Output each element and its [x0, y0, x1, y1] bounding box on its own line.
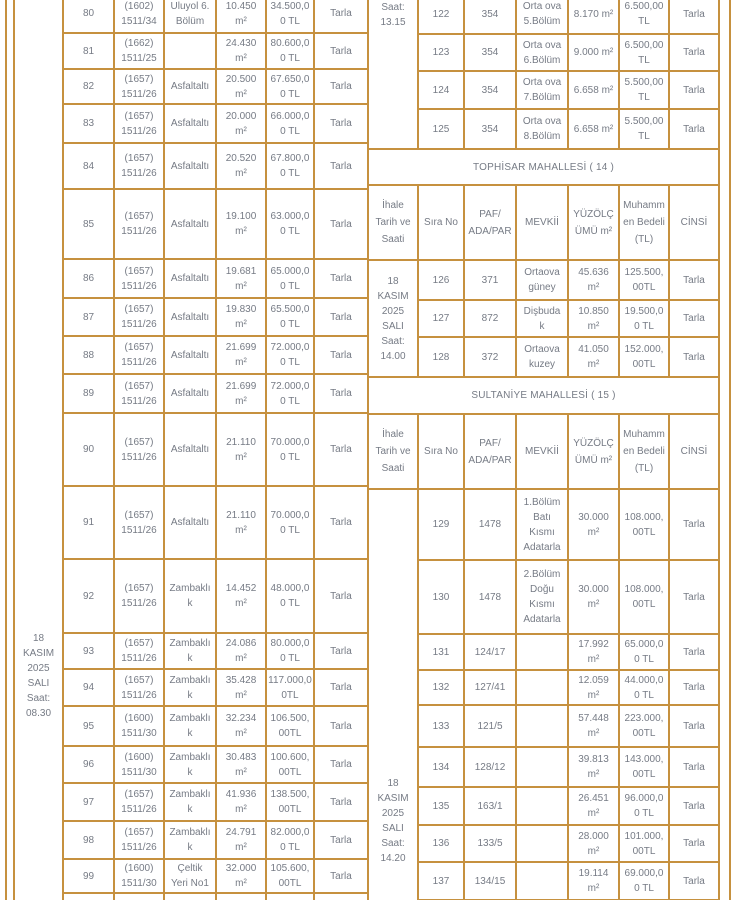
mevkii-cell: Dişbudak: [516, 300, 568, 337]
sira-no-cell: 86: [63, 259, 114, 298]
area-cell: 24.430 m²: [216, 33, 266, 69]
table-row: [368, 747, 719, 787]
price-cell: 143.000,00TL: [619, 747, 669, 787]
header-muhammen-bedeli: Muhammen Bedeli (TL): [619, 185, 669, 260]
ada-parsel-cell: (1662) 1511/25: [114, 33, 164, 69]
area-cell: 6.658 m²: [568, 109, 619, 149]
sira-no-cell: 95: [63, 706, 114, 746]
table-row: [14, 859, 368, 893]
area-cell: 19.681 m²: [216, 259, 266, 298]
mevkii-cell: Orta ova 5.Bölüm: [516, 0, 568, 34]
table-row: [368, 377, 719, 414]
header-yuzolcumu: YÜZÖLÇÜMÜ m²: [568, 185, 619, 260]
ihale-date-cell: [14, 0, 63, 900]
area-cell: 26.451 m²: [568, 787, 619, 825]
mevkii-cell: Asfaltaltı: [164, 189, 216, 259]
ada-parsel-cell: 872: [464, 300, 516, 337]
sira-no-cell: 133: [418, 705, 464, 747]
ihale-date-text: 18 KASIM 2025 SALI Saat: 14.20: [377, 778, 409, 864]
sira-no-cell: 125: [418, 109, 464, 149]
price-cell: 67.650,00 TL: [266, 69, 314, 104]
sira-no-cell: 87: [63, 298, 114, 336]
area-cell: 14.452 m²: [216, 559, 266, 633]
mevkii-cell: [516, 825, 568, 862]
table-row: [14, 413, 368, 486]
ada-parsel-cell: 1478: [464, 560, 516, 634]
mevkii-cell: Zambaklık: [164, 633, 216, 669]
cins-cell: Tarla: [314, 413, 368, 486]
sira-no-cell: 132: [418, 670, 464, 705]
area-cell: 8.170 m²: [568, 0, 619, 34]
ada-parsel-cell: 128/12: [464, 747, 516, 787]
header-ihale-tarih: İhale Tarih ve Saati: [368, 414, 418, 489]
sira-no-cell: 99: [63, 859, 114, 893]
mevkii-cell: 1.Bölüm Batı Kısmı Adatarla: [516, 489, 568, 560]
table-row: [368, 185, 719, 260]
ada-parsel-cell: (1657) 1511/26: [114, 486, 164, 559]
ada-parsel-cell: (1657) 1511/26: [114, 669, 164, 706]
price-cell: 67.800,00 TL: [266, 143, 314, 189]
header-yuzolcumu: YÜZÖLÇÜMÜ m²: [568, 414, 619, 489]
price-cell: 138.500,00TL: [266, 783, 314, 821]
cins-cell: Tarla: [669, 705, 719, 747]
sira-no-cell: 94: [63, 669, 114, 706]
ihale-date-cell: 18 KASIM 2025 SALI Saat: 14.00: [368, 260, 418, 377]
mevkii-cell: [164, 33, 216, 69]
sira-no-cell: 137: [418, 862, 464, 900]
mevkii-cell: Zambaklık: [164, 746, 216, 783]
price-cell: 70.000,00 TL: [266, 486, 314, 559]
mevkii-cell: Asfaltaltı: [164, 104, 216, 143]
area-cell: 57.448 m²: [568, 705, 619, 747]
header-mevkii: MEVKİİ: [516, 185, 568, 260]
header-sira-no: Sıra No: [418, 414, 464, 489]
ihale-date-text: 18 KASIM 2025 SALI Saat: 08.30: [22, 633, 55, 719]
cins-cell: Tarla: [314, 859, 368, 893]
mevkii-cell: Asfaltaltı: [164, 143, 216, 189]
area-cell: 19.830 m²: [216, 298, 266, 336]
sira-no-cell: 92: [63, 559, 114, 633]
header-muhammen-bedeli: Muhammen Bedeli (TL): [619, 414, 669, 489]
cins-cell: Tarla: [314, 486, 368, 559]
area-cell: 12.059 m²: [568, 670, 619, 705]
cins-cell: Tarla: [314, 143, 368, 189]
sira-no-cell: 97: [63, 783, 114, 821]
mevkii-cell: Zambaklık: [164, 669, 216, 706]
cins-cell: Tarla: [669, 489, 719, 560]
cins-cell: Tarla: [314, 104, 368, 143]
sira-no-cell: 84: [63, 143, 114, 189]
table-row: [368, 109, 719, 149]
ada-parsel-cell: 124/17: [464, 634, 516, 670]
table-row: [368, 862, 719, 900]
area-cell: 41.050 m²: [568, 337, 619, 377]
ada-parsel-cell: 133/5: [464, 825, 516, 862]
sira-no-cell: 80: [63, 0, 114, 33]
price-cell: 5.500,00 TL: [619, 109, 669, 149]
cins-cell: Tarla: [314, 33, 368, 69]
header-cinsi: CİNSİ: [669, 185, 719, 260]
price-cell: 117.000,00TL: [266, 669, 314, 706]
header-cinsi: CİNSİ: [669, 414, 719, 489]
cins-cell: Tarla: [669, 787, 719, 825]
ada-parsel-cell: 121/5: [464, 705, 516, 747]
cins-cell: Tarla: [314, 374, 368, 413]
price-cell: 108.000,00TL: [619, 560, 669, 634]
table-cell-cut: [216, 893, 266, 900]
ada-parsel-cell: (1657) 1511/26: [114, 143, 164, 189]
ada-parsel-cell: 127/41: [464, 670, 516, 705]
sira-no-cell: 135: [418, 787, 464, 825]
page-margin-line-right: [729, 0, 731, 900]
sira-no-cell: 127: [418, 300, 464, 337]
price-cell: 80.600,00 TL: [266, 33, 314, 69]
ada-parsel-cell: (1657) 1511/26: [114, 69, 164, 104]
price-cell: 101.000,00TL: [619, 825, 669, 862]
price-cell: 70.000,00 TL: [266, 413, 314, 486]
ada-parsel-cell: 354: [464, 34, 516, 71]
sira-no-cell: 91: [63, 486, 114, 559]
mevkii-cell: Asfaltaltı: [164, 298, 216, 336]
cins-cell: Tarla: [669, 634, 719, 670]
table-row: [14, 559, 368, 633]
cins-cell: Tarla: [669, 862, 719, 900]
table-row: [368, 337, 719, 377]
price-cell: 72.000,00 TL: [266, 374, 314, 413]
price-cell: 48.000,00 TL: [266, 559, 314, 633]
area-cell: 35.428 m²: [216, 669, 266, 706]
table-cell-cut: [63, 893, 114, 900]
cins-cell: Tarla: [314, 259, 368, 298]
mevkii-cell: 2.Bölüm Doğu Kısmı Adatarla: [516, 560, 568, 634]
sira-no-cell: 131: [418, 634, 464, 670]
area-cell: 24.086 m²: [216, 633, 266, 669]
table-row: [14, 633, 368, 669]
sira-no-cell: 136: [418, 825, 464, 862]
mevkii-cell: [516, 705, 568, 747]
cins-cell: Tarla: [314, 298, 368, 336]
ada-parsel-cell: (1600) 1511/30: [114, 746, 164, 783]
price-cell: 44.000,00 TL: [619, 670, 669, 705]
cins-cell: Tarla: [669, 670, 719, 705]
ada-parsel-cell: (1657) 1511/26: [114, 821, 164, 859]
ada-parsel-cell: (1657) 1511/26: [114, 374, 164, 413]
price-cell: 6.500,00 TL: [619, 0, 669, 34]
table-row: [368, 300, 719, 337]
mevkii-cell: Asfaltaltı: [164, 413, 216, 486]
ada-parsel-cell: (1657) 1511/26: [114, 559, 164, 633]
area-cell: 19.100 m²: [216, 189, 266, 259]
cins-cell: Tarla: [669, 34, 719, 71]
table-row: [368, 560, 719, 634]
area-cell: 45.636 m²: [568, 260, 619, 300]
price-cell: 65.000,00 TL: [266, 259, 314, 298]
mevkii-cell: Zambaklık: [164, 706, 216, 746]
mevkii-cell: [516, 670, 568, 705]
table-row: [14, 298, 368, 336]
ada-parsel-cell: (1600) 1511/30: [114, 859, 164, 893]
ada-parsel-cell: (1657) 1511/26: [114, 413, 164, 486]
mevkii-cell: Zambaklık: [164, 559, 216, 633]
table-row: [368, 670, 719, 705]
sira-no-cell: 98: [63, 821, 114, 859]
area-cell: 30.483 m²: [216, 746, 266, 783]
table-row: [14, 486, 368, 559]
mevkii-cell: [516, 747, 568, 787]
cins-cell: Tarla: [314, 633, 368, 669]
table-row: [368, 787, 719, 825]
table-cell-cut: [114, 893, 164, 900]
sira-no-cell: 128: [418, 337, 464, 377]
ada-parsel-cell: (1657) 1511/26: [114, 336, 164, 374]
table-row: [368, 34, 719, 71]
table-row: [14, 143, 368, 189]
sira-no-cell: 96: [63, 746, 114, 783]
sira-no-cell: 123: [418, 34, 464, 71]
ada-parsel-cell: 372: [464, 337, 516, 377]
sira-no-cell: 90: [63, 413, 114, 486]
table-row: [368, 71, 719, 109]
mevkii-cell: Zambaklık: [164, 783, 216, 821]
sira-no-cell: 130: [418, 560, 464, 634]
area-cell: 20.000 m²: [216, 104, 266, 143]
sira-no-cell: 122: [418, 0, 464, 34]
sira-no-cell: 85: [63, 189, 114, 259]
mevkii-cell: Uluyol 6. Bölüm: [164, 0, 216, 33]
cins-cell: Tarla: [314, 336, 368, 374]
mevkii-cell: Orta ova 7.Bölüm: [516, 71, 568, 109]
table-row: [14, 69, 368, 104]
cins-cell: Tarla: [669, 300, 719, 337]
area-cell: 6.658 m²: [568, 71, 619, 109]
table-row: [368, 825, 719, 862]
area-cell: 30.000 m²: [568, 560, 619, 634]
sira-no-cell: 82: [63, 69, 114, 104]
cins-cell: Tarla: [669, 71, 719, 109]
ada-parsel-cell: (1657) 1511/26: [114, 104, 164, 143]
table-row: [368, 149, 719, 185]
area-cell: 19.114 m²: [568, 862, 619, 900]
mevkii-cell: Çeltik Yeri No1: [164, 859, 216, 893]
table-row: [14, 821, 368, 859]
table-row: [368, 634, 719, 670]
section-title: SULTANİYE MAHALLESİ ( 15 ): [368, 377, 719, 414]
sira-no-cell: 93: [63, 633, 114, 669]
cins-cell: Tarla: [669, 747, 719, 787]
cins-cell: Tarla: [314, 69, 368, 104]
header-paf-ada-par: PAF/ ADA/PAR: [464, 414, 516, 489]
cins-cell: Tarla: [669, 109, 719, 149]
price-cell: 65.000,00 TL: [619, 634, 669, 670]
table-row: [368, 260, 719, 300]
page-margin-line-left: [5, 0, 7, 900]
mevkii-cell: Orta ova 6.Bölüm: [516, 34, 568, 71]
cins-cell: Tarla: [314, 783, 368, 821]
table-row: [14, 0, 368, 33]
price-cell: 6.500,00 TL: [619, 34, 669, 71]
price-cell: 69.000,00 TL: [619, 862, 669, 900]
area-cell: 9.000 m²: [568, 34, 619, 71]
cins-cell: Tarla: [669, 0, 719, 34]
area-cell: 17.992 m²: [568, 634, 619, 670]
table-cell-cut: [314, 893, 368, 900]
header-paf-ada-par: PAF/ ADA/PAR: [464, 185, 516, 260]
cins-cell: Tarla: [314, 189, 368, 259]
mevkii-cell: [516, 862, 568, 900]
mevkii-cell: Asfaltaltı: [164, 69, 216, 104]
area-cell: 10.850 m²: [568, 300, 619, 337]
mevkii-cell: [516, 787, 568, 825]
sira-no-cell: 126: [418, 260, 464, 300]
auction-table-right: [367, 0, 720, 900]
price-cell: 63.000,00 TL: [266, 189, 314, 259]
table-row: [14, 336, 368, 374]
area-cell: 32.000 m²: [216, 859, 266, 893]
cins-cell: Tarla: [314, 0, 368, 33]
price-cell: 66.000,00 TL: [266, 104, 314, 143]
price-cell: 100.600,00TL: [266, 746, 314, 783]
table-row: [14, 706, 368, 746]
price-cell: 125.500,00TL: [619, 260, 669, 300]
table-row: [368, 0, 719, 34]
price-cell: 80.000,00 TL: [266, 633, 314, 669]
cins-cell: Tarla: [669, 560, 719, 634]
ada-parsel-cell: 1478: [464, 489, 516, 560]
area-cell: 41.936 m²: [216, 783, 266, 821]
cins-cell: Tarla: [669, 337, 719, 377]
mevkii-cell: Orta ova 8.Bölüm: [516, 109, 568, 149]
mevkii-cell: Ortaova güney: [516, 260, 568, 300]
price-cell: 19.500,00 TL: [619, 300, 669, 337]
ihale-date-cell: Saat: 13.15: [368, 0, 418, 149]
cins-cell: Tarla: [314, 669, 368, 706]
area-cell: 28.000 m²: [568, 825, 619, 862]
price-cell: 5.500,00 TL: [619, 71, 669, 109]
mevkii-cell: Asfaltaltı: [164, 486, 216, 559]
table-row: [14, 746, 368, 783]
ada-parsel-cell: 371: [464, 260, 516, 300]
price-cell: 105.600,00TL: [266, 859, 314, 893]
ada-parsel-cell: 354: [464, 0, 516, 34]
price-cell: 108.000,00TL: [619, 489, 669, 560]
area-cell: 24.791 m²: [216, 821, 266, 859]
auction-table-left: [13, 0, 369, 900]
price-cell: 82.000,00 TL: [266, 821, 314, 859]
ada-parsel-cell: (1657) 1511/26: [114, 298, 164, 336]
sira-no-cell: 81: [63, 33, 114, 69]
sira-no-cell: 89: [63, 374, 114, 413]
price-cell: 96.000,00 TL: [619, 787, 669, 825]
area-cell: 20.500 m²: [216, 69, 266, 104]
table-row: [368, 705, 719, 747]
mevkii-cell: Zambaklık: [164, 821, 216, 859]
cins-cell: Tarla: [669, 260, 719, 300]
header-sira-no: Sıra No: [418, 185, 464, 260]
area-cell: 21.110 m²: [216, 413, 266, 486]
table-row: [14, 189, 368, 259]
cins-cell: Tarla: [314, 746, 368, 783]
price-cell: 152.000,00TL: [619, 337, 669, 377]
table-row: [368, 414, 719, 489]
ada-parsel-cell: (1600) 1511/30: [114, 706, 164, 746]
mevkii-cell: Asfaltaltı: [164, 374, 216, 413]
header-mevkii: MEVKİİ: [516, 414, 568, 489]
mevkii-cell: [516, 634, 568, 670]
sira-no-cell: 88: [63, 336, 114, 374]
ada-parsel-cell: (1657) 1511/26: [114, 259, 164, 298]
table-row: [14, 783, 368, 821]
table-row: [14, 104, 368, 143]
mevkii-cell: Ortaova kuzey: [516, 337, 568, 377]
table-row: [14, 33, 368, 69]
ihale-date-cell: [368, 489, 418, 900]
area-cell: 10.450 m²: [216, 0, 266, 33]
table-cell-cut: [164, 893, 216, 900]
area-cell: 21.699 m²: [216, 336, 266, 374]
table-row: [14, 669, 368, 706]
table-row: [14, 259, 368, 298]
table-row: [14, 893, 368, 900]
area-cell: 20.520 m²: [216, 143, 266, 189]
cins-cell: Tarla: [314, 706, 368, 746]
ada-parsel-cell: 134/15: [464, 862, 516, 900]
cins-cell: Tarla: [669, 825, 719, 862]
sira-no-cell: 134: [418, 747, 464, 787]
table-cell-cut: [266, 893, 314, 900]
section-title: TOPHİSAR MAHALLESİ ( 14 ): [368, 149, 719, 185]
price-cell: 65.500,00 TL: [266, 298, 314, 336]
price-cell: 223.000,00TL: [619, 705, 669, 747]
table-row: [368, 489, 719, 560]
ada-parsel-cell: (1657) 1511/26: [114, 189, 164, 259]
ada-parsel-cell: 354: [464, 71, 516, 109]
mevkii-cell: Asfaltaltı: [164, 259, 216, 298]
area-cell: 32.234 m²: [216, 706, 266, 746]
ada-parsel-cell: 354: [464, 109, 516, 149]
mevkii-cell: Asfaltaltı: [164, 336, 216, 374]
area-cell: 21.699 m²: [216, 374, 266, 413]
sira-no-cell: 129: [418, 489, 464, 560]
price-cell: 72.000,00 TL: [266, 336, 314, 374]
ada-parsel-cell: (1657) 1511/26: [114, 633, 164, 669]
ada-parsel-cell: 163/1: [464, 787, 516, 825]
area-cell: 39.813 m²: [568, 747, 619, 787]
sira-no-cell: 83: [63, 104, 114, 143]
cins-cell: Tarla: [314, 559, 368, 633]
ada-parsel-cell: (1657) 1511/26: [114, 783, 164, 821]
price-cell: 34.500,00 TL: [266, 0, 314, 33]
sira-no-cell: 124: [418, 71, 464, 109]
cins-cell: Tarla: [314, 821, 368, 859]
area-cell: 21.110 m²: [216, 486, 266, 559]
table-row: [14, 374, 368, 413]
header-ihale-tarih: İhale Tarih ve Saati: [368, 185, 418, 260]
area-cell: 30.000 m²: [568, 489, 619, 560]
price-cell: 106.500,00TL: [266, 706, 314, 746]
ada-parsel-cell: (1602) 1511/34: [114, 0, 164, 33]
